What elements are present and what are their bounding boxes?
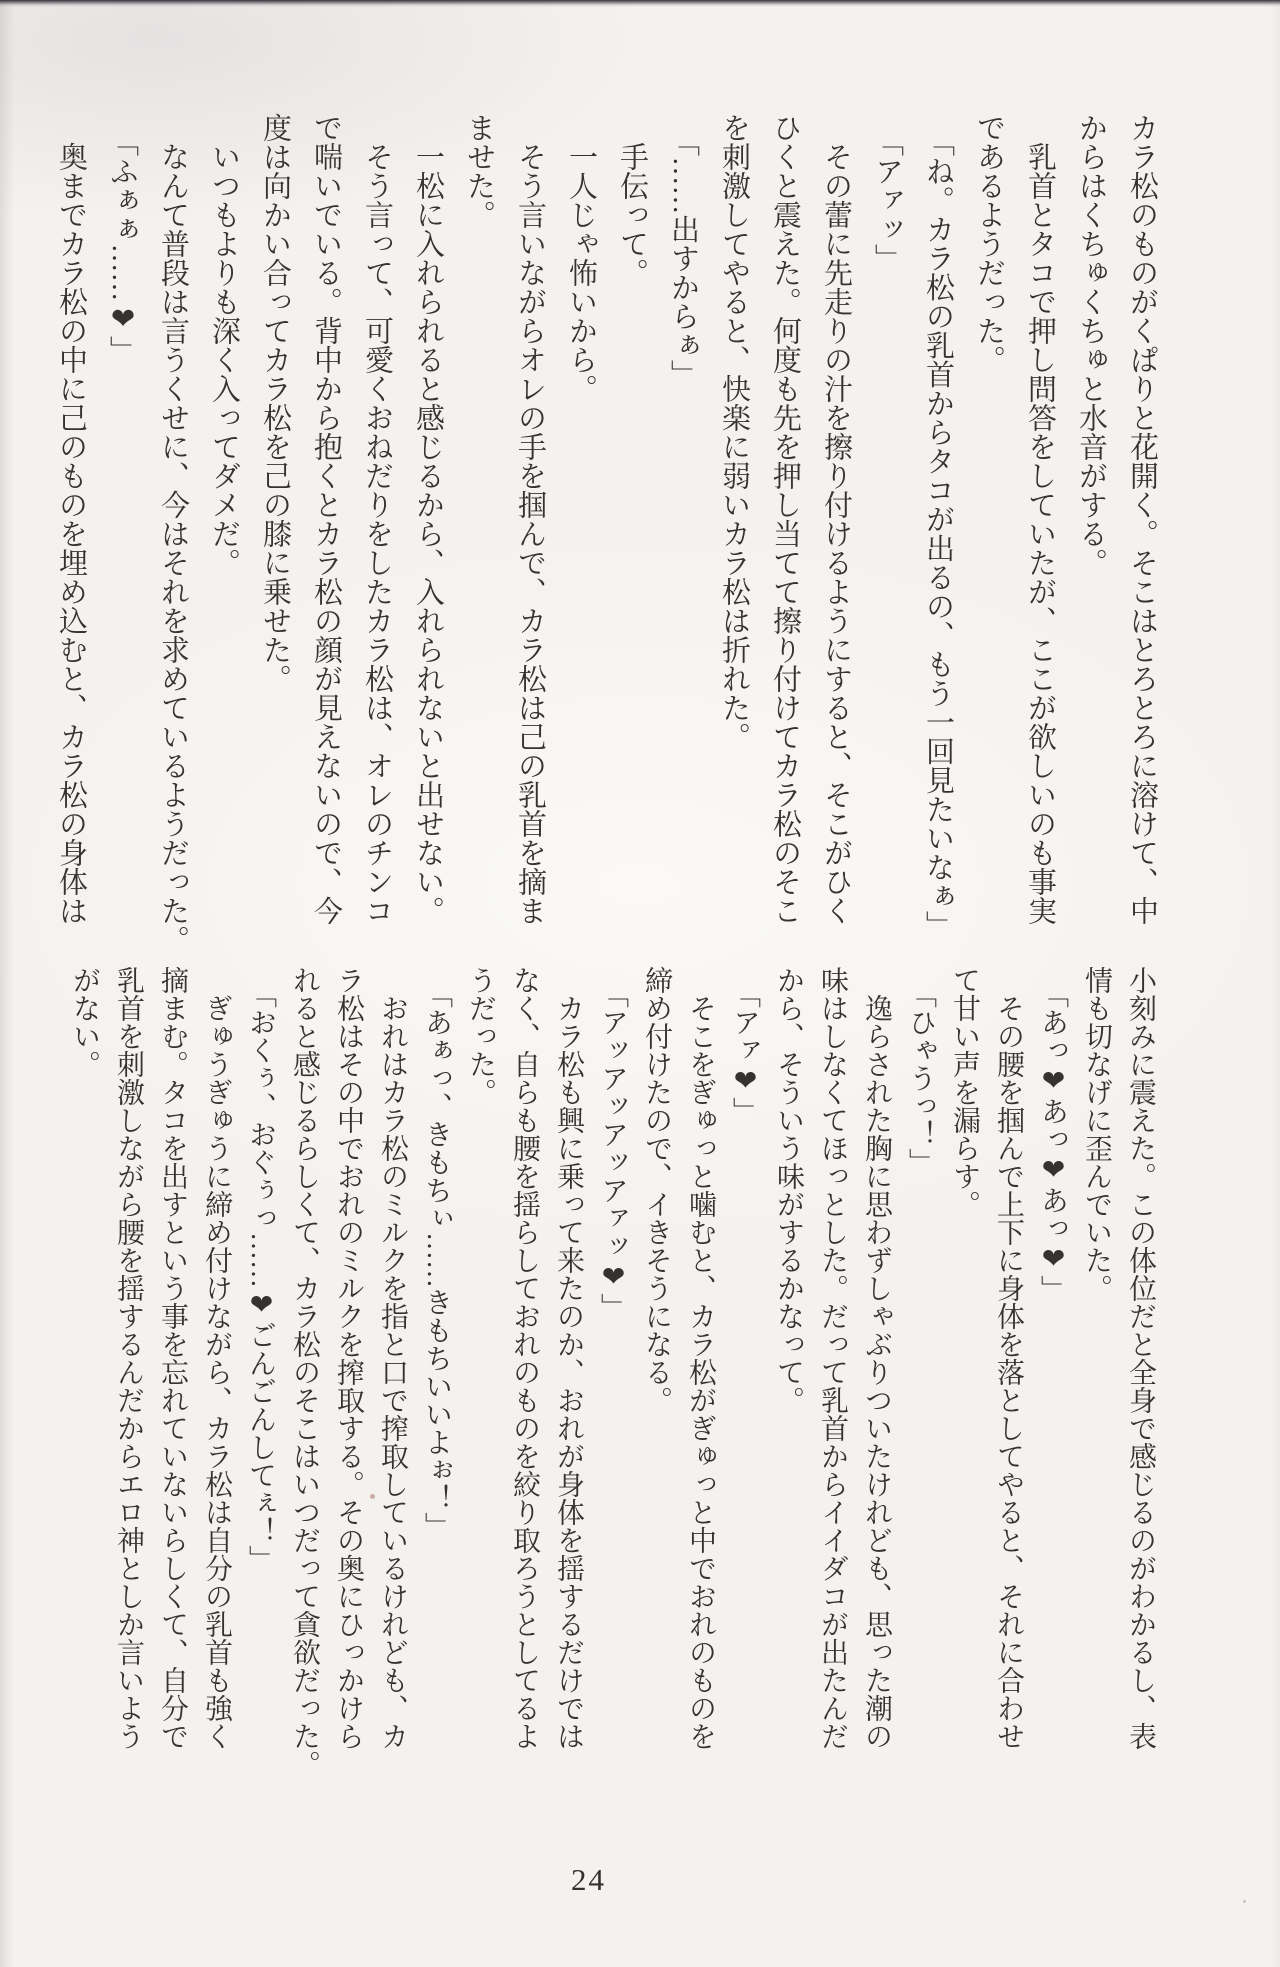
text-line: 小刻みに震えた。この体位だと全身で感じるのがわかるし、表 bbox=[1125, 966, 1156, 1750]
text-line: がない。 bbox=[69, 966, 100, 1078]
text-line: そこをぎゅっと噛むと、カラ松がぎゅっと中でおれのものを bbox=[685, 966, 716, 1750]
text-line: ひくと震えた。何度も先を押し当てて擦り付けてカラ松のそこ bbox=[769, 113, 801, 925]
text-line: 奥までカラ松の中に己のものを埋め込むと、カラ松の身体は bbox=[55, 113, 87, 925]
text-line: 一松に入れられると感じるから、入れられないと出せない。 bbox=[412, 113, 444, 925]
text-line: そう言いながらオレの手を掴んで、カラ松は己の乳首を摘ま bbox=[514, 113, 546, 925]
scan-speck bbox=[1243, 1900, 1246, 1903]
text-line: であるようだった。 bbox=[973, 113, 1005, 374]
text-line: て甘い声を漏らす。 bbox=[949, 966, 980, 1218]
text-line: 「あっ❤あっ❤あっ❤」 bbox=[1037, 966, 1068, 1303]
scan-speck bbox=[370, 1494, 375, 1499]
text-line: 「アァッ」 bbox=[871, 113, 903, 273]
text-line: ラ松はその中でおれのミルクを搾取する。その奥にひっかけら bbox=[333, 966, 364, 1750]
text-line: その蕾に先走りの汁を擦り付けるようにすると、そこがひく bbox=[820, 113, 852, 925]
text-line: なく、自らも腰を揺らしておれのものを絞り取ろうとしてるよ bbox=[509, 966, 540, 1750]
page-number: 24 bbox=[571, 1862, 606, 1897]
text-line: 締め付けたので、イきそうになる。 bbox=[641, 966, 672, 1414]
text-line: そう言って、可愛くおねだりをしたカラ松は、オレのチンコ bbox=[361, 113, 393, 925]
text-line: 乳首を刺激しながら腰を揺するんだからエロ神としか言いよう bbox=[113, 966, 144, 1750]
text-line: れると感じるらしくて、カラ松のそこはいつだって貪欲だった。 bbox=[289, 966, 320, 1778]
bottom-text-block bbox=[62, 966, 1162, 1798]
text-line: 摘まむ。タコを出すという事を忘れていないらしくて、自分で bbox=[157, 966, 188, 1750]
text-line: で喘いでいる。背中から抱くとカラ松の顔が見えないので、今 bbox=[310, 113, 342, 925]
scan-top-edge-shadow bbox=[0, 0, 1280, 7]
text-line: 「あぁっ、きもちぃ……きもちいいよぉ！」 bbox=[421, 966, 452, 1540]
text-line: 味はしなくてほっとした。だって乳首からイイダコが出たんだ bbox=[817, 966, 848, 1750]
text-line: おれはカラ松のミルクを指と口で搾取しているけれども、カ bbox=[377, 966, 408, 1750]
text-line: ませた。 bbox=[463, 113, 495, 229]
text-line: 「ひゃうっ！」 bbox=[905, 966, 936, 1176]
text-line: カラ松のものがくぱりと花開く。そこはとろとろに溶けて、中 bbox=[1126, 113, 1158, 925]
text-line: 「……出すからぁ」 bbox=[667, 113, 699, 389]
text-line: 「アァ❤」 bbox=[729, 966, 760, 1125]
text-line: 度は向かい合ってカラ松を己の膝に乗せた。 bbox=[259, 113, 291, 693]
text-line: カラ松も興に乗って来たのか、おれが身体を揺するだけでは bbox=[553, 966, 584, 1750]
text-line: 「ふぁぁ……❤」 bbox=[106, 113, 138, 365]
text-line: うだった。 bbox=[465, 966, 496, 1106]
text-line: 「アッアッアッアァッ❤」 bbox=[597, 966, 628, 1321]
text-line: 一人じゃ怖いから。 bbox=[565, 113, 597, 403]
top-text-block bbox=[45, 113, 1167, 973]
text-line: ぎゅうぎゅうに締め付けながら、カラ松は自分の乳首も強く bbox=[201, 966, 232, 1750]
text-line: いつもよりも深く入ってダメだ。 bbox=[208, 113, 240, 577]
text-line: を刺激してやると、快楽に弱いカラ松は折れた。 bbox=[718, 113, 750, 751]
text-line: 乳首とタコで押し問答をしていたが、ここが欲しいのも事実 bbox=[1024, 113, 1056, 925]
text-line: その腰を掴んで上下に身体を落としてやると、それに合わせ bbox=[993, 966, 1024, 1750]
text-line: なんて普段は言うくせに、今はそれを求めているようだった。 bbox=[157, 113, 189, 954]
text-line: 手伝って。 bbox=[616, 113, 648, 287]
text-line: からはくちゅくちゅと水音がする。 bbox=[1075, 113, 1107, 577]
text-line: 逸らされた胸に思わずしゃぶりついたけれども、思った潮の bbox=[861, 966, 892, 1750]
text-line: 情も切なげに歪んでいた。 bbox=[1081, 966, 1112, 1302]
text-line: 「ね。カラ松の乳首からタコが出るの、もう一回見たいなぁ」 bbox=[922, 113, 954, 940]
text-line: から、そういう味がするかなって。 bbox=[773, 966, 804, 1414]
text-line: 「おくぅ、おぐぅっ……❤ごんごんしてぇ！」 bbox=[245, 966, 276, 1573]
